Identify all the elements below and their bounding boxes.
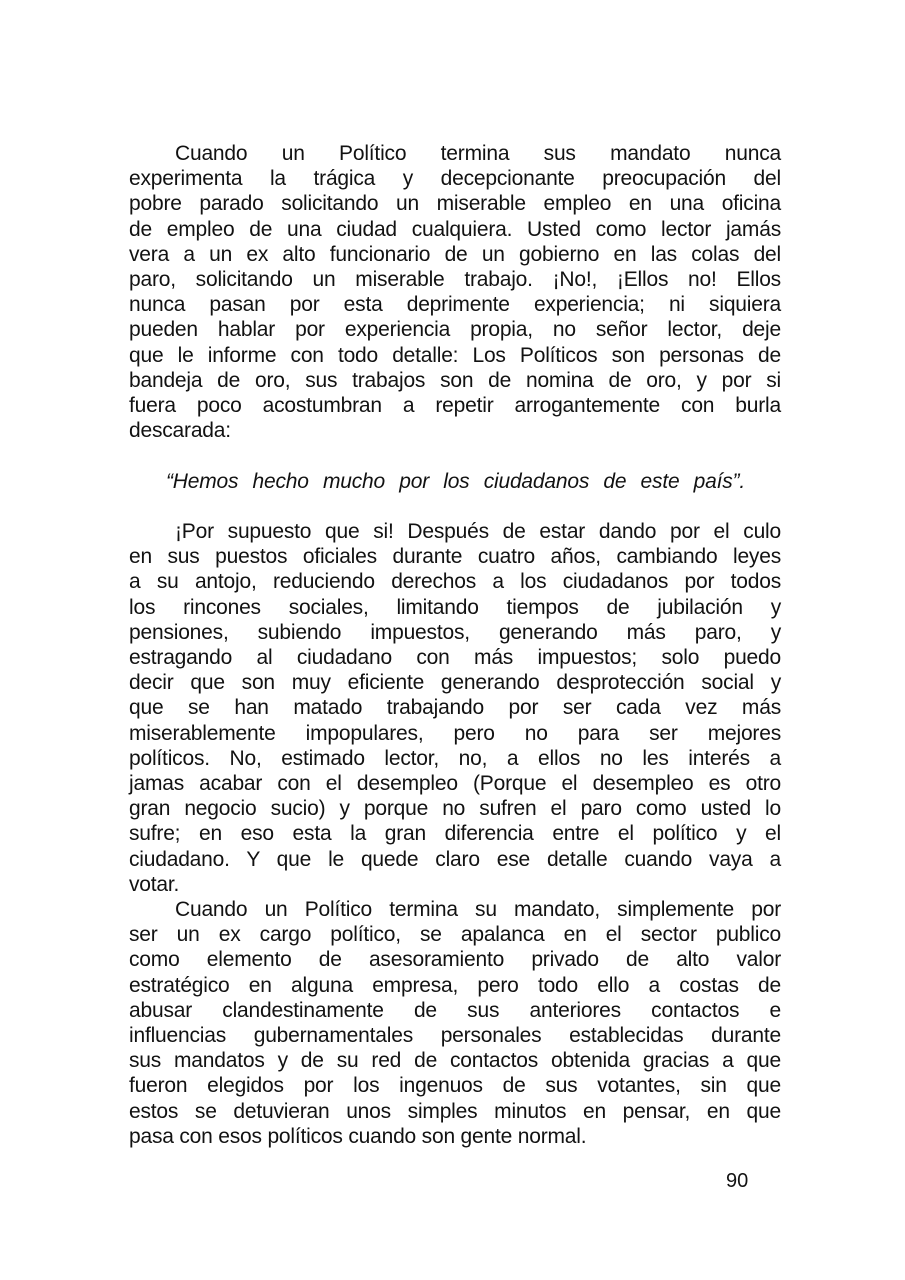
paragraph-1: [129, 141, 781, 443]
text-line: experimenta la trágica y decepcionante preocupación del: [129, 167, 781, 191]
text-line: estos se detuvieran unos simples minutos en pensar, en que: [129, 1099, 781, 1123]
text-line: abusar clandestinamente de sus anteriores contactos e: [129, 998, 781, 1022]
text-line: miserablemente impopulares, pero no para ser mejores: [129, 721, 781, 745]
text-block: [129, 141, 781, 1149]
text-line: estragando al ciudadano con más impuestos; solo puedo: [129, 646, 781, 670]
text-line: vera a un ex alto funcionario de un gobierno en las colas del: [129, 242, 781, 266]
text-line: sufre; en eso esta la gran diferencia entre el político y el: [129, 822, 781, 846]
text-line: paro, solicitando un miserable trabajo. ¡No!, ¡Ellos no! Ellos: [129, 268, 781, 292]
text-line: como elemento de asesoramiento privado de alto valor: [129, 948, 781, 972]
text-line: ¡Por supuesto que si! Después de estar dando por el culo: [175, 520, 781, 544]
text-line: decir que son muy eficiente generando desprotección social y: [129, 671, 781, 695]
text-line: en sus puestos oficiales durante cuatro años, cambiando leyes: [129, 545, 781, 569]
text-line: ser un ex cargo político, se apalanca en el sector publico: [129, 923, 781, 947]
text-line: descarada:: [129, 419, 231, 443]
text-line: fueron elegidos por los ingenuos de sus votantes, sin que: [129, 1074, 781, 1098]
paragraph-3: [129, 897, 781, 1149]
text-line: jamas acabar con el desempleo (Porque el desempleo es otro: [129, 772, 781, 796]
text-line: sus mandatos y de su red de contactos obtenida gracias a que: [129, 1049, 781, 1073]
text-line: influencias gubernamentales personales establecidas durante: [129, 1024, 781, 1048]
quote-line: “Hemos hecho mucho por los ciudadanos de este país”.: [166, 469, 745, 493]
text-line: Cuando un Político termina su mandato, simplemente por: [175, 898, 781, 922]
text-line: los rincones sociales, limitando tiempos de jubilación y: [129, 595, 781, 619]
text-line: de empleo de una ciudad cualquiera. Usted como lector jamás: [129, 217, 781, 241]
paragraph-2: [129, 519, 781, 897]
text-line: estratégico en alguna empresa, pero todo ello a costas de: [129, 973, 781, 997]
text-line: gran negocio sucio) y porque no sufren el paro como usted lo: [129, 797, 781, 821]
text-line: políticos. No, estimado lector, no, a ellos no les interés a: [129, 746, 781, 770]
text-line: bandeja de oro, sus trabajos son de nomina de oro, y por si: [129, 368, 781, 392]
text-line: nunca pasan por esta deprimente experiencia; ni siquiera: [129, 293, 781, 317]
text-line: que se han matado trabajando por ser cada vez más: [129, 696, 781, 720]
text-line: pueden hablar por experiencia propia, no señor lector, deje: [129, 318, 781, 342]
text-line: pasa con esos políticos cuando son gente normal.: [129, 1124, 587, 1148]
text-line: a su antojo, reduciendo derechos a los ciudadanos por todos: [129, 570, 781, 594]
text-line: ciudadano. Y que le quede claro ese detalle cuando vaya a: [129, 847, 781, 871]
text-line: que le informe con todo detalle: Los Políticos son personas de: [129, 343, 781, 367]
text-line: Cuando un Político termina sus mandato nunca: [175, 142, 781, 165]
text-line: pensiones, subiendo impuestos, generando más paro, y: [129, 620, 781, 644]
text-line: fuera poco acostumbran a repetir arrogantemente con burla: [129, 394, 781, 418]
text-line: votar.: [129, 872, 180, 896]
page-number: 90: [726, 1170, 749, 1192]
text-line: pobre parado solicitando un miserable empleo en una oficina: [129, 192, 781, 216]
